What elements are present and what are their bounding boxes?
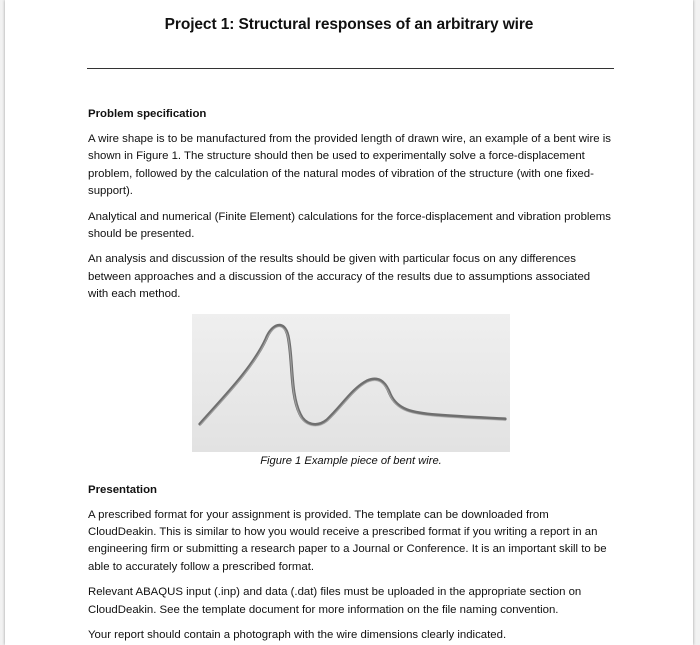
paragraph: A prescribed format for your assignment is provided. The template can be downloaded from CloudDeakin. This is similar to how you would receive a prescribed format if you writing a report in an engineering firm or submitting a research paper to a Journal or Conference. It is an important skill to be able to accurately follow a prescribed format.	[88, 508, 607, 573]
paragraph: Relevant ABAQUS input (.inp) and data (.dat) files must be uploaded in the appropriate section on CloudDeakin. See the template document for more information on the file naming convention.	[88, 586, 582, 616]
figure-caption: Figure 1 Example piece of bent wire.	[260, 454, 442, 467]
section-heading-presentation: Presentation	[88, 483, 157, 496]
bent-wire-image	[192, 314, 510, 452]
paragraph: Analytical and numerical (Finite Element) calculations for the force-displacement and vibration problems should be presented.	[88, 210, 611, 241]
paragraph: Your report should contain a photograph with the wire dimensions clearly indicated.	[88, 629, 507, 642]
paragraph: An analysis and discussion of the results should be given with particular focus on any differences between approaches and a discussion of the accuracy of the results due to assumptions associated with each method.	[88, 253, 591, 301]
section-heading-problem: Problem specification	[88, 108, 207, 120]
title-divider	[87, 68, 614, 69]
document-body	[88, 106, 613, 645]
paragraph: A wire shape is to be manufactured from the provided length of drawn wire, an example of a bent wire is shown in Figure 1. The structure should then be used to experimentally solve a force-displacement problem, followed by the calculation of the natural modes of vibration of the structure (with one fixed-support).	[88, 133, 611, 198]
document-page	[5, 0, 693, 645]
figure-1	[192, 314, 510, 468]
page-title: Project 1: Structural responses of an arbitrary wire	[164, 16, 534, 33]
